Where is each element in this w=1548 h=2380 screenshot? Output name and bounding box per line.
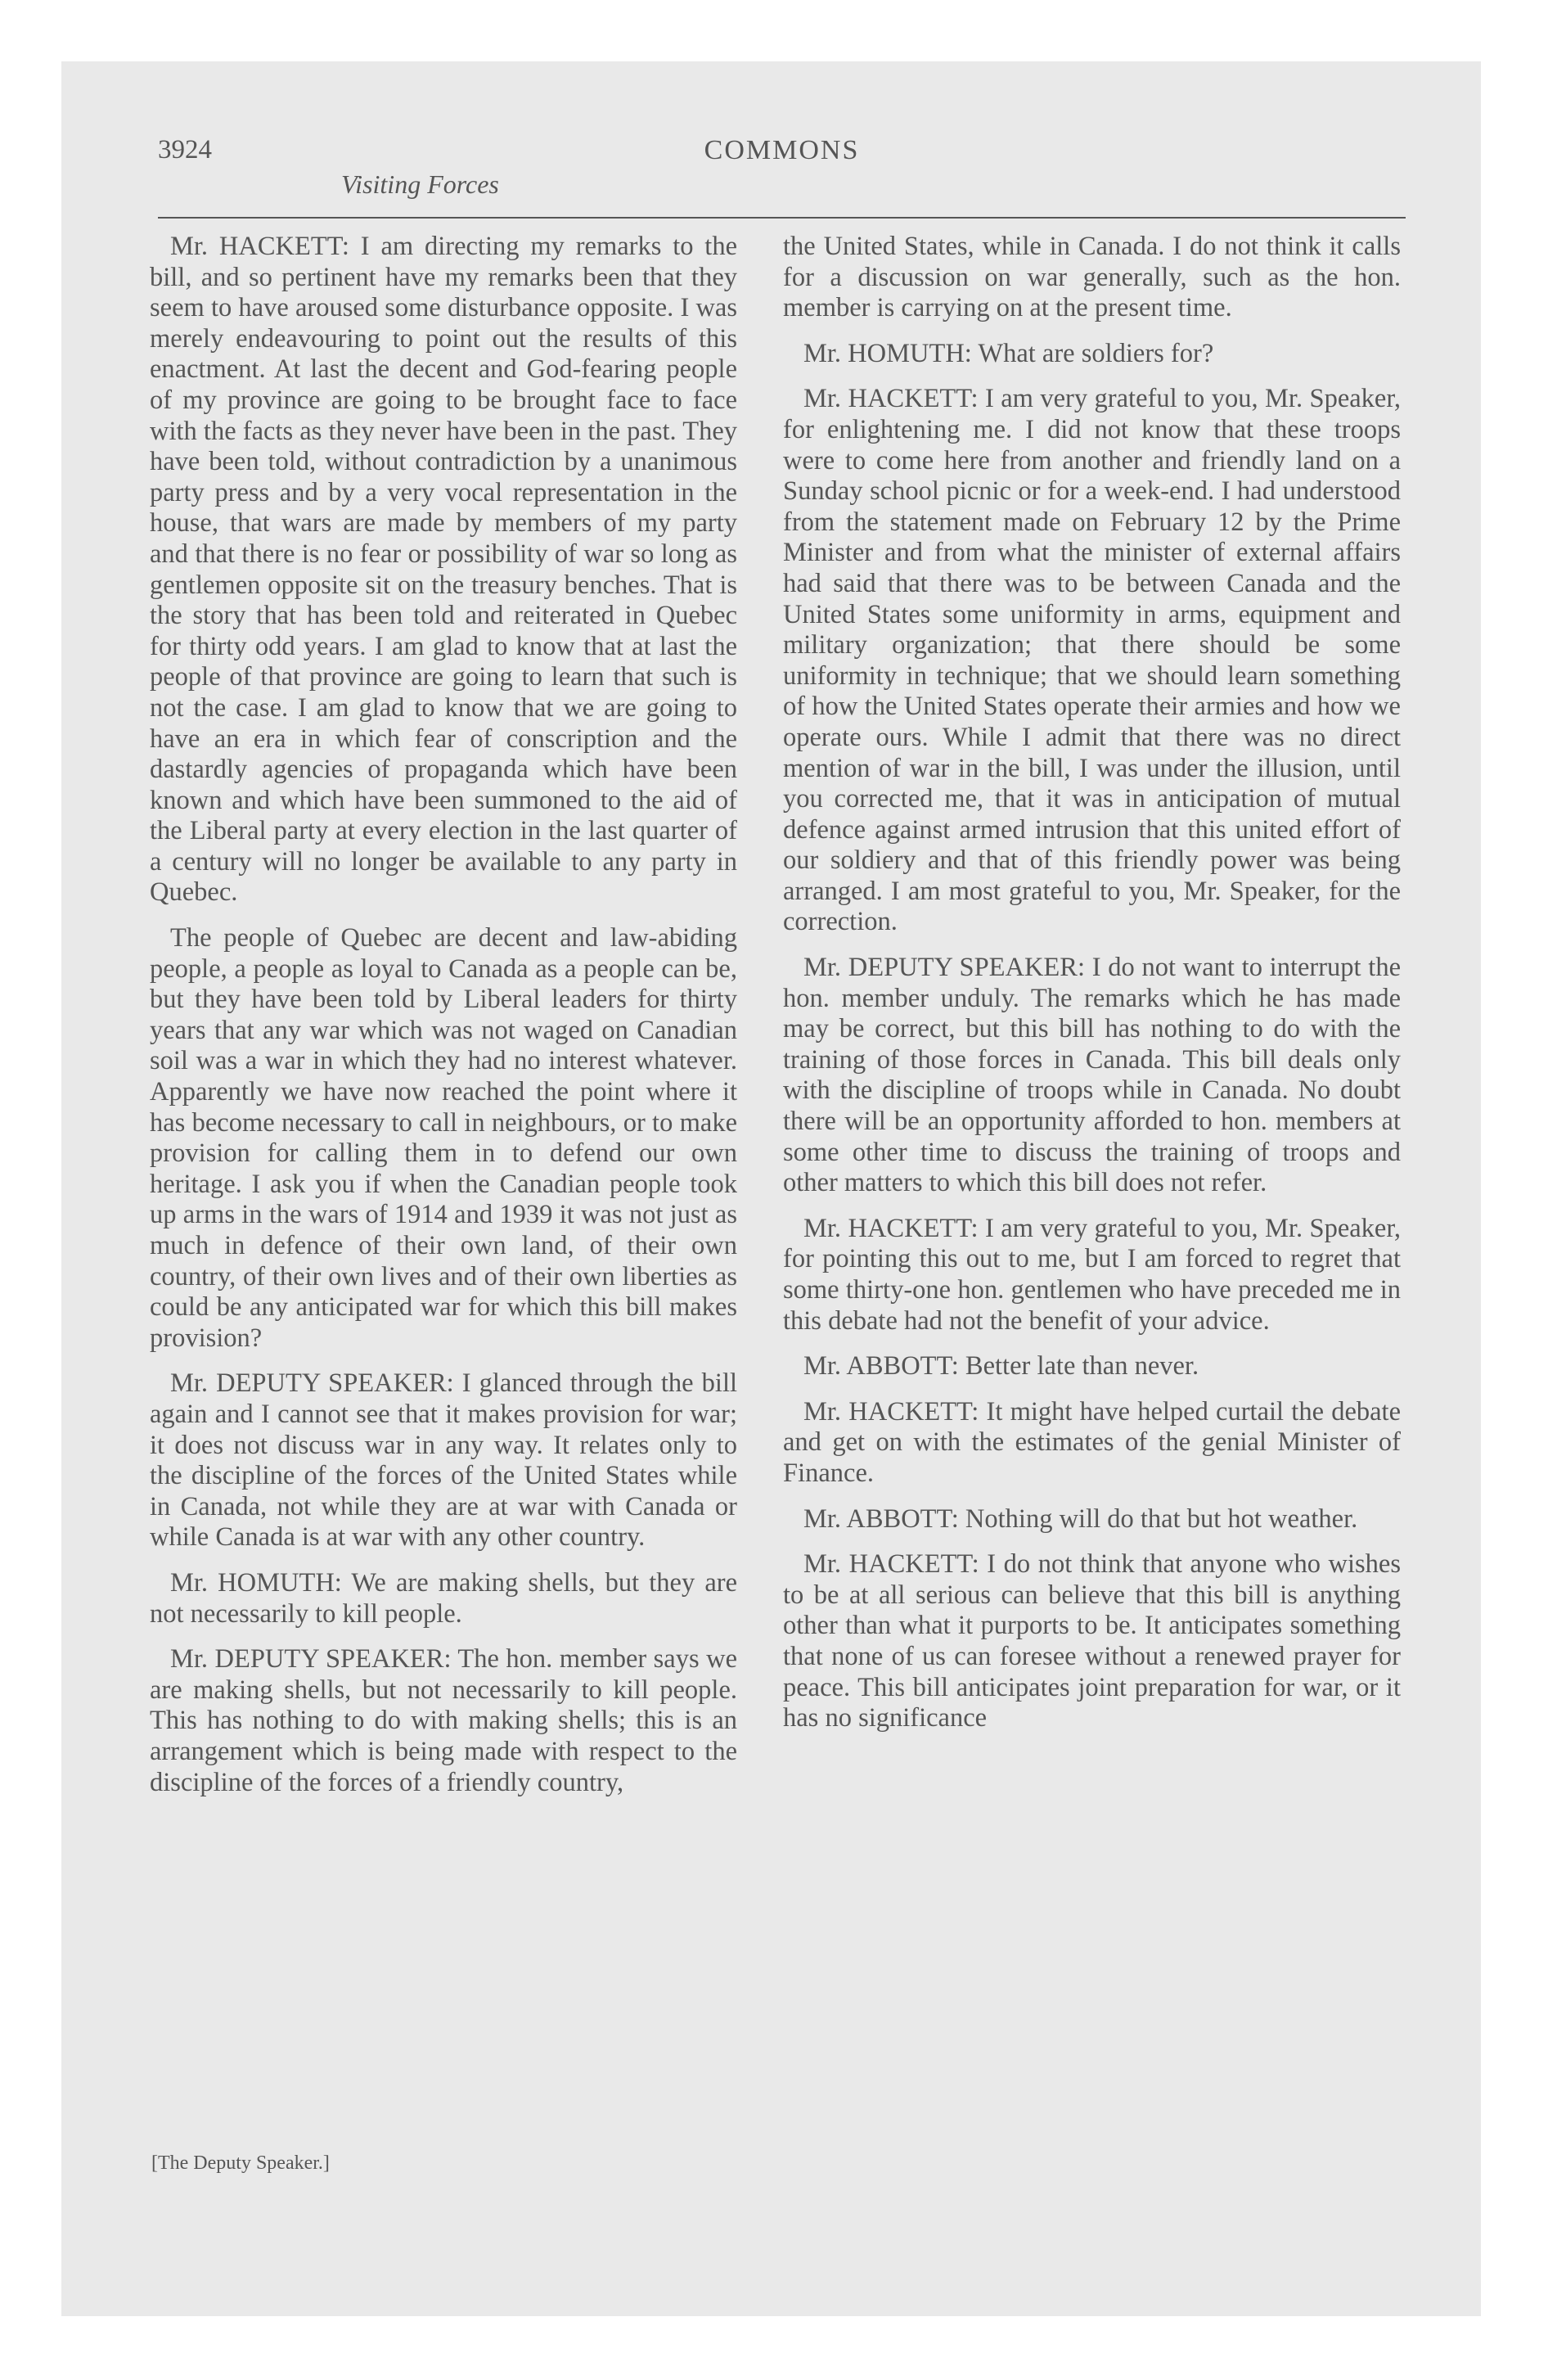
- paragraph: [783, 384, 1401, 938]
- left-column: [150, 232, 737, 2196]
- paragraph: [783, 1397, 1401, 1490]
- speaker-name: Mr. HACKETT:: [803, 1213, 979, 1243]
- paragraph-text: I glanced through the bill again and I cannot see that it makes provision for war; it does not discuss war in any way. It relates only to the discipline of the forces of the United States while in Canada, not while they are at war with Canada or while Canada is at war with any other country.: [150, 1368, 737, 1553]
- page-header: [158, 135, 1406, 219]
- speaker-name: Mr. DEPUTY SPEAKER:: [170, 1644, 452, 1675]
- paragraph: [783, 339, 1401, 370]
- paragraph: [150, 1568, 737, 1629]
- paragraph-text: The people of Quebec are decent and law-abiding people, a people as loyal to Canada as a people can be, but they have been told by Liberal leaders for thirty years that any war which was not waged on Canadian soil was a war in which they had no interest whatever. Apparently we have now reached the point where it has become necessary to call in neighbours, or to make provision for calling them in to defend our own heritage. I ask you if when the Canadian people took up arms in the wars of 1914 and 1939 it was not just as much in defence of their own land, of their own country, of their own lives and of their own liberties as could be any anticipated war for which this bill makes provision?: [150, 923, 737, 1353]
- speaker-name: Mr. ABBOTT:: [803, 1351, 959, 1382]
- paragraph-text: We are making shells, but they are not necessarily to kill people.: [150, 1567, 737, 1629]
- paragraph: [783, 232, 1401, 324]
- paragraph: [150, 232, 737, 908]
- paragraph-text: I am very grateful to you, Mr. Speaker, for pointing this out to me, but I am forced to regret that some thirty-one hon. gentlemen who have preceded me in this debate had not the benefit of your advice.: [783, 1213, 1401, 1336]
- paragraph: [150, 1368, 737, 1553]
- right-column: [783, 232, 1401, 2196]
- paragraph-text: Better late than never.: [965, 1351, 1199, 1382]
- speaker-name: Mr. HOMUTH:: [803, 338, 972, 368]
- speaker-name: Mr. HACKETT:: [803, 384, 979, 414]
- paragraph-text: I am directing my remarks to the bill, and so pertinent have my remarks been that they seem to have aroused some disturbance opposite. I was merely endeavouring to point out the results of this enactment. At last the decent and God-fearing people of my province are going to be brought face to face with the facts as they never have been in the past. They have been told, without contradiction by a unanimous party press and by a very vocal representation in the house, that wars are made by members of my party and that there is no fear or possibility of war so long as gentlemen opposite sit on the treasury benches. That is the story that has been told and reiterated in Quebec for thirty odd years. I am glad to know that at last the people of that province are going to learn that such is not the case. I am glad to know that we are going to have an era in which fear of conscription and the dastardly agencies of propaganda which have been known and which have been summoned to the aid of the Liberal party at every election in the last quarter of a century will no longer be available to any party in Quebec.: [150, 232, 737, 908]
- speaker-name: Mr. DEPUTY SPEAKER:: [803, 953, 1085, 983]
- paragraph-text: I do not think that anyone who wishes to be at all serious can believe that this bill is anything other than what it purports to be. It anticipates something that none of us can foresee without a renewed prayer for peace. This bill anticipates joint preparation for war, or it has no significance: [783, 1549, 1401, 1733]
- paragraph-text: The hon. member says we are making shells, but not necessarily to kill people. This has nothing to do with making shells; this is an arrangement which is being made with respect to the discipline of the forces of a friendly country,: [150, 1644, 737, 1797]
- speaker-name: Mr. HACKETT:: [803, 1396, 979, 1427]
- section-title: COMMONS: [704, 135, 860, 165]
- paragraph-text: I am very grateful to you, Mr. Speaker, for enlightening me. I did not know that these troops were to come here from another and friendly land on a Sunday school picnic or for a week-end. I had understood from the statement made on February 12 by the Prime Minister and from what the minister of external affairs had said that there was to be between Canada and the United States some uniformity in arms, equipment and military organization; that there should be some uniformity in technique; that we should learn something of how the United States operate their armies and how we operate ours. While I admit that there was no direct mention of war in the bill, I was under the illusion, until you corrected me, that it was in anticipation of mutual defence against armed intrusion that this united effort of our soldiery and that of this friendly power was being arranged. I am most grateful to you, Mr. Speaker, for the correction.: [783, 384, 1401, 937]
- paragraph: [783, 953, 1401, 1199]
- paragraph-text: Nothing will do that but hot weather.: [965, 1503, 1358, 1534]
- paragraph: [783, 1351, 1401, 1382]
- topic-title: Visiting Forces: [341, 169, 499, 199]
- paragraph-text: I do not want to interrupt the hon. member unduly. The remarks which he has made may be correct, but this bill has nothing to do with the training of those forces in Canada. This bill deals only with the discipline of troops while in Canada. No doubt there will be an opportunity afforded to hon. members at some other time to discuss the training of troops and other matters to which this bill does not refer.: [783, 953, 1401, 1198]
- paragraph: [783, 1504, 1401, 1535]
- paragraph: [783, 1214, 1401, 1336]
- paragraph: [783, 1549, 1401, 1734]
- footer-note: [The Deputy Speaker.]: [151, 2152, 330, 2174]
- paragraph-text: the United States, while in Canada. I do not think it calls for a discussion on war generally, such as the hon. member is carrying on at the present time.: [783, 232, 1401, 323]
- speaker-name: Mr. HOMUTH:: [170, 1567, 342, 1598]
- speaker-name: Mr. ABBOTT:: [803, 1503, 959, 1534]
- paragraph-text: It might have helped curtail the debate and get on with the estimates of the genial Minister of Finance.: [783, 1396, 1401, 1488]
- speaker-name: Mr. HACKETT:: [170, 232, 349, 261]
- speaker-name: Mr. HACKETT:: [803, 1549, 979, 1580]
- speaker-name: Mr. DEPUTY SPEAKER:: [170, 1368, 454, 1399]
- paragraph-text: What are soldiers for?: [978, 338, 1214, 368]
- page-number: 3924: [158, 135, 212, 165]
- paragraph: [150, 1644, 737, 1798]
- paragraph: [150, 923, 737, 1354]
